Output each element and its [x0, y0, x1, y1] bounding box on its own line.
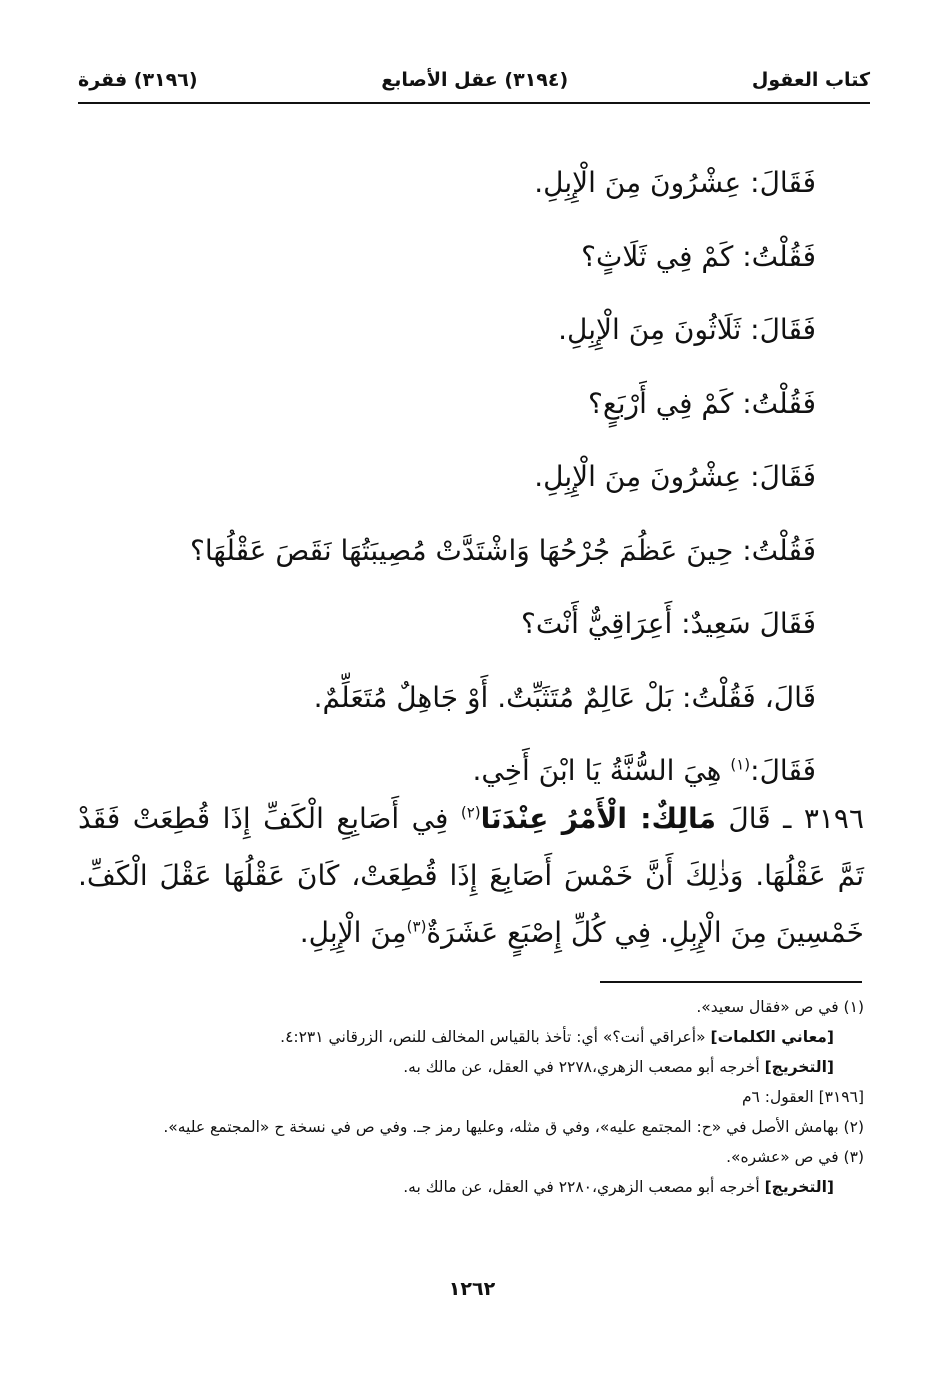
footnote-3-takhrij — [90, 1172, 864, 1202]
malik-name: مَالِكٌ — [651, 802, 716, 835]
header-book-title: كتاب العقول — [751, 69, 870, 91]
paragraph-line: تَمَّ عَقْلُهَا. وَذٰلِكَ أَنَّ خَمْسَ أَصَابِعَ إِذَا قُطِعَتْ، كَانَ عَقْلُهَا عَقْلَ الْكَفِّ. — [78, 859, 864, 892]
meaning-label: [معاني الكلمات] — [710, 1028, 834, 1046]
dialogue-line: فَقُلْتُ: كَمْ فِي ثَلَاثٍ؟ — [581, 239, 816, 273]
header-paragraph-ref: (٣١٩٦) فقرة — [78, 69, 198, 91]
dialogue-line: فَقَالَ: عِشْرُونَ مِنَ الْإِبِلِ. — [534, 166, 816, 199]
paragraph-text: مِنَ الْإِبِلِ. — [299, 916, 407, 949]
dialogue-line: فَقَالَ: ثَلَاثُونَ مِنَ الْإِبِلِ. — [558, 313, 816, 346]
footnote-marker: (٢) — [460, 803, 481, 822]
footnote-3: (٣) في ص «عشره». — [726, 1148, 864, 1166]
dialogue-line: فَقَالَ: عِشْرُونَ مِنَ الْإِبِلِ. — [534, 460, 816, 493]
footnote-1-meaning — [90, 1022, 864, 1052]
footnote-separator — [600, 981, 862, 983]
paragraph-line — [78, 904, 864, 961]
paragraph-text: خَمْسِينَ مِنَ الْإِبِلِ. فِي كُلِّ إِصْبَعٍ عَشَرَةٌ — [426, 916, 864, 949]
dialogue-text: هِيَ السُّنَّةُ يَا ابْنَ أَخِي. — [472, 754, 731, 787]
footnote-marker: (١) — [730, 755, 751, 774]
dialogue-line: فَقُلْتُ: حِينَ عَظُمَ جُرْحُهَا وَاشْتَدَّتْ مُصِيبَتُهَا نَقَصَ عَقْلُهَا؟ — [190, 533, 816, 567]
takhrij-text: أخرجه أبو مصعب الزهري،٢٢٧٨ في العقل، عن مالك به. — [403, 1058, 765, 1076]
dialogue-speaker: فَقَالَ: — [750, 754, 816, 787]
footnote-3196-ref: [٣١٩٦] العقول: ٦م — [741, 1088, 864, 1106]
footnote-1: (١) في ص «فقال سعيد». — [696, 998, 864, 1016]
dialogue-line: فَقُلْتُ: كَمْ فِي أَرْبَعٍ؟ — [588, 386, 816, 420]
footnote-2: (٢) بهامش الأصل في «ح: المجتمع عليه»، وفي ق مثله، وعليها رمز جـ. وفي ص في نسخة ح «المجتمع عليه». — [163, 1118, 864, 1136]
paragraph-number-text: ٣١٩٦ ـ قَالَ — [715, 802, 864, 835]
header-rule — [78, 102, 870, 104]
page-number: ١٢٦٢ — [448, 1278, 496, 1300]
paragraph-line — [78, 790, 864, 847]
dialogue-block — [90, 146, 816, 808]
ruling-text: : الْأَمْرُ عِنْدَنَا — [480, 802, 652, 835]
footnote-1-takhrij — [90, 1052, 864, 1082]
footnote-marker: (٣) — [406, 917, 427, 936]
dialogue-line: فَقَالَ سَعِيدٌ: أَعِرَاقِيٌّ أَنْتَ؟ — [520, 607, 816, 640]
takhrij-label: [التخريج] — [764, 1178, 834, 1196]
takhrij-text: أخرجه أبو مصعب الزهري،٢٢٨٠ في العقل، عن مالك به. — [403, 1178, 765, 1196]
takhrij-label: [التخريج] — [764, 1058, 834, 1076]
paragraph-text: فِي أَصَابِعِ الْكَفِّ إِذَا قُطِعَتْ فَقَدْ — [78, 802, 461, 835]
running-header — [78, 60, 870, 100]
meaning-text: «أعراقي أنت؟» أي: تأخذ بالقياس المخالف للنص، الزرقاني ٤:٢٣١. — [280, 1028, 711, 1046]
header-chapter-title: (٣١٩٤) عقل الأصابع — [381, 69, 569, 91]
paragraph-3196 — [78, 790, 864, 961]
footnotes — [90, 992, 864, 1202]
dialogue-line: قَالَ، فَقُلْتُ: بَلْ عَالِمٌ مُتَثَبِّتٌ. أَوْ جَاهِلٌ مُتَعَلِّمٌ. — [313, 680, 816, 714]
